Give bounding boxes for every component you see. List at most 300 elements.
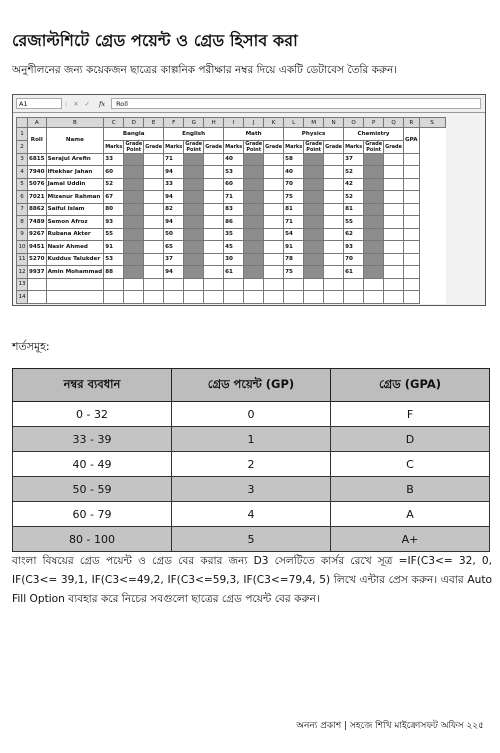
marks-cell: 53 (224, 166, 244, 179)
grade-rules-table (12, 368, 490, 552)
sub-header: Grade Point (125, 140, 143, 153)
roll-cell: 9267 (28, 228, 47, 241)
grade-point-cell: 2 (172, 452, 331, 477)
marks-cell: 81 (344, 203, 364, 216)
grade-point-cell (184, 266, 204, 279)
empty-cell (144, 278, 164, 291)
empty-cell (284, 291, 304, 304)
student-row (17, 166, 446, 179)
column-letter: G (184, 118, 204, 128)
page-footer: অনন্য প্রকাশ | সহজে শিখি মাইক্রোসফট অফিস ২২৫ (296, 721, 484, 731)
grade-cell (324, 178, 344, 191)
grade-point-cell (184, 166, 204, 179)
name-cell: Serajul Arefin (46, 153, 104, 166)
column-letter: F (164, 118, 184, 128)
marks-cell: 60 (224, 178, 244, 191)
grade-cell (144, 178, 164, 191)
student-row (17, 266, 446, 279)
gpa-cell (404, 203, 420, 216)
marks-cell: 86 (224, 216, 244, 229)
confirm-icon: ✓ (84, 99, 90, 108)
empty-cell (404, 291, 420, 304)
marks-cell: 81 (284, 203, 304, 216)
empty-cell (264, 291, 284, 304)
column-letter: K (264, 118, 284, 128)
grade-point-cell (304, 241, 324, 254)
grade-cell (204, 191, 224, 204)
row-number: 6 (17, 191, 28, 204)
name-cell: Mizanur Rahman (46, 191, 104, 204)
grade-cell (324, 266, 344, 279)
empty-cell (164, 291, 184, 304)
grade-point-cell (304, 216, 324, 229)
roll-cell: 9451 (28, 241, 47, 254)
empty-cell (104, 291, 124, 304)
sub-header: Marks (284, 140, 304, 153)
sub-header: Grade Point (305, 140, 323, 153)
name-cell: Kuddus Talukder (46, 253, 104, 266)
sub-header: Grade (324, 140, 344, 153)
grade-cell (264, 266, 284, 279)
empty-cell (164, 278, 184, 291)
marks-cell: 70 (284, 178, 304, 191)
marks-cell: 67 (104, 191, 124, 204)
row-number: 2 (17, 140, 28, 153)
grade-point-cell (364, 203, 384, 216)
rules-header-row (13, 369, 490, 402)
grade-cell (204, 153, 224, 166)
roll-cell: 8862 (28, 203, 47, 216)
grade-cell (264, 241, 284, 254)
marks-cell: 30 (224, 253, 244, 266)
grade-point-cell (304, 191, 324, 204)
empty-cell (184, 291, 204, 304)
grade-point-cell (364, 191, 384, 204)
formula-bar (13, 95, 485, 113)
sub-header: Marks (344, 140, 364, 153)
empty-cell (46, 278, 104, 291)
marks-cell: 82 (164, 203, 184, 216)
grade-point-cell (184, 153, 204, 166)
grade-cell: A (331, 502, 490, 527)
marks-cell: 71 (284, 216, 304, 229)
gpa-cell (404, 153, 420, 166)
row-number: 7 (17, 203, 28, 216)
grade-cell (204, 228, 224, 241)
empty-cell (204, 278, 224, 291)
empty-cell (304, 291, 324, 304)
grade-cell (264, 178, 284, 191)
empty-cell (204, 291, 224, 304)
marks-cell: 62 (344, 228, 364, 241)
marks-cell: 75 (284, 191, 304, 204)
sub-header: Grade Point (185, 140, 203, 153)
column-letter: B (46, 118, 104, 128)
grade-point-cell (244, 228, 264, 241)
empty-cell (364, 278, 384, 291)
marks-cell: 58 (284, 153, 304, 166)
marks-cell: 94 (164, 166, 184, 179)
grade-cell (324, 253, 344, 266)
grade-cell (144, 266, 164, 279)
sub-header: Marks (164, 140, 184, 153)
grade-point-cell (184, 191, 204, 204)
range-header: নম্বর ব্যবধান (13, 369, 172, 402)
grade-cell (324, 191, 344, 204)
grade-cell (384, 228, 404, 241)
grade-cell (204, 216, 224, 229)
marks-cell: 75 (284, 266, 304, 279)
grade-point-cell (184, 216, 204, 229)
grade-cell (144, 228, 164, 241)
rules-row (13, 402, 490, 427)
sub-header: Grade (384, 140, 404, 153)
grade-cell (384, 241, 404, 254)
marks-cell: 88 (104, 266, 124, 279)
gpa-cell (404, 228, 420, 241)
grade-cell (324, 216, 344, 229)
roll-cell: 7940 (28, 166, 47, 179)
column-letter: J (244, 118, 264, 128)
grade-point-cell: 1 (172, 427, 331, 452)
student-row (17, 216, 446, 229)
grade-point-cell (304, 166, 324, 179)
empty-cell (144, 291, 164, 304)
grade-point-cell: 3 (172, 477, 331, 502)
grade-point-cell (304, 153, 324, 166)
marks-cell: 40 (224, 153, 244, 166)
column-letter: D (124, 118, 144, 128)
student-row (17, 253, 446, 266)
marks-cell: 94 (164, 191, 184, 204)
empty-cell (184, 278, 204, 291)
subject-header: Physics (284, 128, 344, 141)
grade-point-cell (304, 253, 324, 266)
grade-cell (384, 266, 404, 279)
grade-cell (384, 191, 404, 204)
empty-cell (344, 278, 364, 291)
marks-cell: 94 (164, 216, 184, 229)
marks-cell: 93 (104, 216, 124, 229)
marks-cell: 91 (104, 241, 124, 254)
grade-point-cell (184, 241, 204, 254)
empty-cell (28, 278, 47, 291)
row-number: 11 (17, 253, 28, 266)
subject-header: English (164, 128, 224, 141)
row-number: 12 (17, 266, 28, 279)
grade-cell: C (331, 452, 490, 477)
column-letter: M (304, 118, 324, 128)
sub-header: Grade (264, 140, 284, 153)
marks-cell: 50 (164, 228, 184, 241)
grade-cell (264, 253, 284, 266)
marks-cell: 35 (224, 228, 244, 241)
column-header-row (17, 118, 446, 128)
sheet-row (17, 278, 446, 291)
roll-cell: 7021 (28, 191, 47, 204)
grade-point-cell (364, 266, 384, 279)
empty-cell (304, 278, 324, 291)
empty-cell (324, 291, 344, 304)
grade-point-cell: 0 (172, 402, 331, 427)
marks-cell: 55 (344, 216, 364, 229)
marks-cell: 93 (344, 241, 364, 254)
column-letter: C (104, 118, 124, 128)
grade-point-cell (364, 166, 384, 179)
range-cell: 60 - 79 (13, 502, 172, 527)
name-cell: Semon Afroz (46, 216, 104, 229)
grade-cell (204, 253, 224, 266)
grade-cell (324, 153, 344, 166)
roll-header: Roll (28, 128, 47, 154)
empty-cell (404, 278, 420, 291)
grade-cell (144, 153, 164, 166)
marks-cell: 61 (344, 266, 364, 279)
grade-point-cell (124, 191, 144, 204)
empty-cell (224, 278, 244, 291)
roll-cell: 6815 (28, 153, 47, 166)
grade-cell (384, 216, 404, 229)
row-number: 5 (17, 178, 28, 191)
rules-row (13, 477, 490, 502)
grade-cell (324, 241, 344, 254)
marks-cell: 52 (104, 178, 124, 191)
grade-cell (264, 203, 284, 216)
grade-point-cell (364, 253, 384, 266)
row-number: 14 (17, 291, 28, 304)
grade-point-cell: 5 (172, 527, 331, 552)
name-header: Name (46, 128, 104, 154)
subject-header: Chemistry (344, 128, 404, 141)
empty-cell (104, 278, 124, 291)
grade-point-cell (244, 253, 264, 266)
gpa-cell (404, 241, 420, 254)
sub-header: Grade Point (245, 140, 263, 153)
marks-cell: 37 (164, 253, 184, 266)
grade-cell (384, 166, 404, 179)
grade-point-cell (124, 241, 144, 254)
marks-cell: 65 (164, 241, 184, 254)
name-cell: Jamal Uddin (46, 178, 104, 191)
grade-point-cell (124, 153, 144, 166)
range-cell: 80 - 100 (13, 527, 172, 552)
empty-cell (384, 291, 404, 304)
grade-point-cell (244, 241, 264, 254)
marks-cell: 37 (344, 153, 364, 166)
grade-cell: D (331, 427, 490, 452)
roll-cell: 5076 (28, 178, 47, 191)
student-row (17, 241, 446, 254)
rules-row (13, 502, 490, 527)
student-row (17, 153, 446, 166)
range-cell: 33 - 39 (13, 427, 172, 452)
column-letter: I (224, 118, 244, 128)
name-cell: Saiful Islam (46, 203, 104, 216)
row-number: 1 (17, 128, 28, 141)
empty-cell (384, 278, 404, 291)
column-letter: A (28, 118, 47, 128)
grade-cell: F (331, 402, 490, 427)
name-cell: Nasir Ahmed (46, 241, 104, 254)
row-number: 3 (17, 153, 28, 166)
row-number: 4 (17, 166, 28, 179)
grade-cell (144, 166, 164, 179)
grade-point-cell (364, 178, 384, 191)
spreadsheet-screenshot (12, 94, 486, 306)
grade-point-cell (244, 203, 264, 216)
grade-cell (204, 241, 224, 254)
grade-cell (264, 228, 284, 241)
grade-point-cell (244, 266, 264, 279)
grade-point-cell (364, 216, 384, 229)
sub-header: Grade (144, 140, 164, 153)
grade-cell (204, 266, 224, 279)
grade-point-cell (184, 178, 204, 191)
grade-cell (144, 203, 164, 216)
rules-row (13, 527, 490, 552)
student-row (17, 178, 446, 191)
gpa-cell (404, 266, 420, 279)
row-number: 13 (17, 278, 28, 291)
grade-cell (144, 253, 164, 266)
grade-point-cell (304, 178, 324, 191)
marks-cell: 70 (344, 253, 364, 266)
sub-header: Grade (204, 140, 224, 153)
grade-point-cell (184, 228, 204, 241)
corner-cell (17, 118, 28, 128)
subject-header: Bangla (104, 128, 164, 141)
roll-cell: 9937 (28, 266, 47, 279)
grade-point-cell (124, 216, 144, 229)
empty-cell (264, 278, 284, 291)
column-letter: R (404, 118, 420, 128)
range-cell: 40 - 49 (13, 452, 172, 477)
marks-cell: 71 (164, 153, 184, 166)
grade-cell (264, 166, 284, 179)
sheet-row (17, 291, 446, 304)
function-icon: fx (98, 99, 106, 108)
grade-point-header: গ্রেড পয়েন্ট (GP) (172, 369, 331, 402)
grade-point-cell (184, 203, 204, 216)
grade-cell (264, 216, 284, 229)
gpa-cell (404, 178, 420, 191)
column-letter: O (344, 118, 364, 128)
formula-value: Roll (111, 98, 481, 109)
grade-cell: A+ (331, 527, 490, 552)
grade-cell (324, 203, 344, 216)
grade-point-cell (244, 153, 264, 166)
empty-cell (364, 291, 384, 304)
student-row (17, 228, 446, 241)
marks-cell: 71 (224, 191, 244, 204)
formula-bar-grip-icon: ⁝ (65, 99, 68, 108)
grade-cell (264, 191, 284, 204)
marks-cell: 45 (224, 241, 244, 254)
row-number: 9 (17, 228, 28, 241)
marks-cell: 83 (224, 203, 244, 216)
grade-cell (384, 178, 404, 191)
column-letter: N (324, 118, 344, 128)
grade-cell (144, 216, 164, 229)
student-row (17, 191, 446, 204)
grade-point-cell (304, 203, 324, 216)
subject-header: Math (224, 128, 284, 141)
range-cell: 0 - 32 (13, 402, 172, 427)
row-number: 10 (17, 241, 28, 254)
marks-cell: 60 (104, 166, 124, 179)
grade-cell (204, 166, 224, 179)
grade-cell (384, 153, 404, 166)
column-letter: Q (384, 118, 404, 128)
rules-row (13, 427, 490, 452)
marks-cell: 33 (104, 153, 124, 166)
page-heading: রেজাল্টশিটে গ্রেড পয়েন্ট ও গ্রেড হিসাব করা (12, 31, 298, 50)
grade-point-cell (304, 228, 324, 241)
marks-cell: 52 (344, 191, 364, 204)
marks-cell: 42 (344, 178, 364, 191)
empty-cell (284, 278, 304, 291)
grade-cell (264, 153, 284, 166)
grade-cell (324, 166, 344, 179)
grade-point-cell (184, 253, 204, 266)
empty-cell (324, 278, 344, 291)
sub-header: Marks (104, 140, 124, 153)
grade-point-cell (244, 216, 264, 229)
grade-point-cell (124, 266, 144, 279)
empty-cell (124, 278, 144, 291)
empty-cell (28, 291, 47, 304)
marks-cell: 33 (164, 178, 184, 191)
grade-point-cell (124, 203, 144, 216)
conditions-label: শর্তসমূহ: (12, 340, 50, 353)
spreadsheet-grid (16, 117, 446, 304)
name-cell: Amin Mohammad (46, 266, 104, 279)
grade-cell (204, 203, 224, 216)
column-letter: L (284, 118, 304, 128)
marks-cell: 54 (284, 228, 304, 241)
sub-header: Marks (224, 140, 244, 153)
instruction-paragraph: বাংলা বিষয়ের গ্রেড পয়েন্ট ও গ্রেড বের করার জন্য D3 সেলটিতে কার্সর রেখে সূত্র =IF(C3<= 32, 0, IF(C3<= 39,1, IF(C3<=49,2, IF(C3<=59,3, IF(C3<=79,4, 5) লিখে এন্টার প্রেস করুন। এবার Auto Fill Option ব্যবহার করে নিচের সবগুলো ছাত্রের গ্রেড পয়েন্ট বের করুন। (12, 555, 492, 605)
grade-cell (384, 253, 404, 266)
grade-header: গ্রেড (GPA) (331, 369, 490, 402)
grade-cell (144, 241, 164, 254)
gpa-cell (404, 253, 420, 266)
empty-cell (46, 291, 104, 304)
roll-cell: 7489 (28, 216, 47, 229)
marks-cell: 61 (224, 266, 244, 279)
grade-point-cell (304, 266, 324, 279)
marks-cell: 55 (104, 228, 124, 241)
marks-cell: 78 (284, 253, 304, 266)
student-row (17, 203, 446, 216)
empty-cell (244, 278, 264, 291)
column-letter: H (204, 118, 224, 128)
sub-header: Grade Point (365, 140, 383, 153)
rules-row (13, 452, 490, 477)
gpa-cell (404, 191, 420, 204)
grade-point-cell (124, 178, 144, 191)
name-box: A1 (16, 98, 62, 109)
grade-point-cell (364, 228, 384, 241)
marks-cell: 80 (104, 203, 124, 216)
grade-point-cell (244, 178, 264, 191)
grade-point-cell: 4 (172, 502, 331, 527)
grade-point-cell (244, 166, 264, 179)
column-letter: S (419, 118, 445, 128)
roll-cell: 5270 (28, 253, 47, 266)
grade-cell: B (331, 477, 490, 502)
column-letter: E (144, 118, 164, 128)
